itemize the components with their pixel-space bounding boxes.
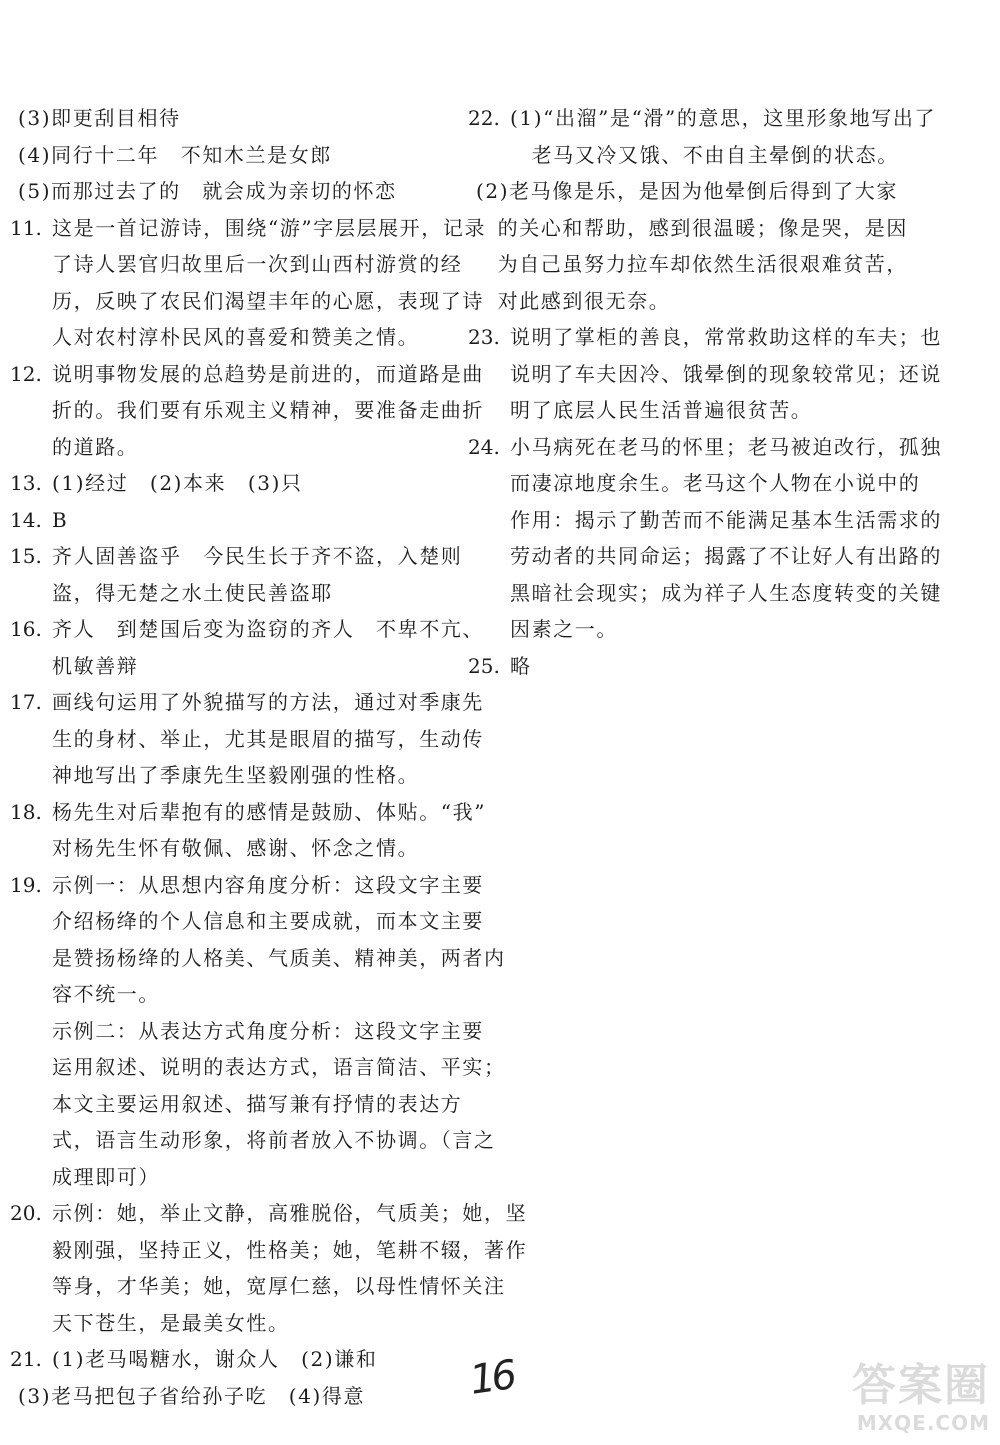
answer-item xyxy=(10,538,463,611)
answer-line: 作用：揭示了勤苦而不能满足基本生活需求的 xyxy=(510,507,942,532)
answer-line: 小马病死在老马的怀里；老马被迫改行，孤独 xyxy=(510,434,942,459)
answer-line: (3)即更刮目相待 xyxy=(18,106,181,130)
answer-number: 22. xyxy=(468,106,500,130)
page-number: 16 xyxy=(467,1352,516,1404)
answer-line: 为自己虽努力拉车却依然生活很艰难贫苦， xyxy=(476,252,908,276)
answer-line: 说明了车夫因冷、饿晕倒的现象较常见；还说 xyxy=(510,361,942,386)
answer-line: 因素之一。 xyxy=(510,617,618,641)
answer-line: 示例一：从思想内容角度分析：这段文字主要 xyxy=(52,872,484,897)
answer-line: (5)而那过去了的 就会成为亲切的怀恋 xyxy=(18,179,397,203)
answer-line: 的道路。 xyxy=(52,434,139,459)
answer-item xyxy=(10,465,455,502)
answer-item xyxy=(468,648,958,685)
answer-line: 毅刚强，坚持正义，性格美；她，笔耕不辍，著作 xyxy=(52,1237,528,1262)
answer-number: 21. xyxy=(10,1347,42,1371)
answer-line: 示例二：从表达方式角度分析：这段文字主要 xyxy=(52,1018,484,1043)
answer-line: (1)“出溜”是“滑”的意思，这里形象地写出了 xyxy=(510,106,937,130)
answer-line: (4)同行十二年 不知木兰是女郎 xyxy=(18,142,332,167)
answer-line: 了诗人罢官归故里后一次到山西村游赏的经 xyxy=(52,252,463,276)
answer-line: 盗，得无楚之水土使民善盗耶 xyxy=(52,580,333,605)
answer-line: 说明了掌柜的善良，常常救助这样的车夫；也 xyxy=(510,325,942,349)
answer-line: 劳动者的共同命运；揭露了不让好人有出路的 xyxy=(510,544,942,568)
answer-line: 式，语言生动形象，将前者放入不协调。（言之 xyxy=(52,1128,496,1152)
answer-line: 介绍杨绛的个人信息和主要成就，而本文主要 xyxy=(52,909,484,933)
answer-number: 11. xyxy=(10,215,42,240)
answer-line: 画线句运用了外貌描写的方法，通过对季康先 xyxy=(52,690,484,714)
answer-number: 18. xyxy=(10,799,42,824)
answer-item xyxy=(10,100,455,137)
answer-number: 12. xyxy=(10,361,42,386)
answer-line: 对此感到很无奈。 xyxy=(476,288,671,313)
answer-number: 24. xyxy=(468,434,500,459)
answer-item xyxy=(10,1378,455,1415)
answer-item xyxy=(468,429,958,648)
answer-item xyxy=(10,1341,455,1378)
watermark-url: MXQE.COM xyxy=(856,1411,990,1435)
answer-number: 20. xyxy=(10,1201,42,1225)
answer-line: 机敏善辩 xyxy=(52,653,139,678)
answer-item xyxy=(10,173,455,210)
answer-line: 运用叙述、说明的表达方式，语言简洁、平实； xyxy=(52,1055,506,1079)
answer-line: 齐人 到楚国后变为盗窃的齐人 不卑不亢、 xyxy=(52,617,484,641)
answer-line: 天下苍生，是最美女性。 xyxy=(52,1310,290,1335)
answer-item xyxy=(468,100,958,173)
answer-item xyxy=(10,684,484,794)
answer-line: 本文主要运用叙述、描写兼有抒情的表达方 xyxy=(52,1091,463,1116)
answer-line: 的关心和帮助，感到很温暖；像是哭，是因 xyxy=(476,215,908,240)
answer-line: 对杨先生怀有敬佩、感谢、怀念之情。 xyxy=(52,836,420,860)
answer-line: 是赞扬杨绛的人格美、气质美、精神美，两者内 xyxy=(52,945,506,970)
answer-number: 25. xyxy=(468,653,500,678)
answer-line: (3)老马把包子省给孙子吃 (4)得意 xyxy=(18,1383,366,1408)
answer-line: 神地写出了季康先生坚毅刚强的性格。 xyxy=(52,763,420,787)
answer-number: 16. xyxy=(10,617,42,641)
answer-number: 17. xyxy=(10,690,42,714)
answer-number: 19. xyxy=(10,872,42,897)
answer-line: 明了底层人民生活普遍很贫苦。 xyxy=(510,398,813,422)
answer-item xyxy=(468,319,958,429)
answer-line: 生的身材、举止，尤其是眼眉的描写，生动传 xyxy=(52,726,484,751)
answer-item xyxy=(10,137,455,174)
answer-line: 等身，才华美；她，宽厚仁慈，以母性情怀关注 xyxy=(52,1274,506,1298)
answer-line: B xyxy=(52,507,69,532)
watermark-logo: 答案圈 xyxy=(852,1360,990,1411)
answer-line: 老马又冷又饿、不由自主晕倒的状态。 xyxy=(510,142,899,167)
answer-line: 容不统一。 xyxy=(52,982,160,1006)
answer-item xyxy=(10,1195,528,1341)
answer-number: 23. xyxy=(468,325,500,349)
answer-line: (1)老马喝糖水，谢众人 (2)谦和 xyxy=(52,1347,378,1371)
answer-line: 折的。我们要有乐观主义精神，要准备走曲折 xyxy=(52,398,484,422)
answer-number: 14. xyxy=(10,507,42,532)
answer-item xyxy=(10,867,506,1196)
answer-line: 黑暗社会现实；成为祥子人生态度转变的关键 xyxy=(510,580,942,605)
answer-item xyxy=(468,173,958,319)
answer-line: 人对农村淳朴民风的喜爱和赞美之情。 xyxy=(52,325,420,349)
answer-number: 13. xyxy=(10,471,42,495)
answer-line: 这是一首记游诗，围绕“游”字层层展开，记录 xyxy=(52,215,487,240)
answer-line: (1)经过 (2)本来 (3)只 xyxy=(52,471,303,495)
answer-line: 略 xyxy=(510,653,532,678)
answer-item xyxy=(10,794,487,867)
answer-line: 杨先生对后辈抱有的感情是鼓励、体贴。“我” xyxy=(52,799,487,824)
answer-line: 历，反映了农民们渴望丰年的心愿，表现了诗 xyxy=(52,288,484,313)
answer-line: 示例：她，举止文静，高雅脱俗，气质美；她，坚 xyxy=(52,1201,528,1225)
answer-line: 说明事物发展的总趋势是前进的，而道路是曲 xyxy=(52,361,484,386)
answer-number: 15. xyxy=(10,544,42,568)
answer-line: (2)老马像是乐，是因为他晕倒后得到了大家 xyxy=(476,179,898,203)
right-column xyxy=(468,100,958,684)
answer-item xyxy=(10,502,455,539)
answer-line: 而凄凉地度余生。老马这个人物在小说中的 xyxy=(510,471,921,495)
answer-line: 成理即可） xyxy=(52,1164,160,1189)
answer-line: 齐人固善盗乎 今民生长于齐不盗，入楚则 xyxy=(52,544,463,568)
watermark xyxy=(800,1351,990,1435)
